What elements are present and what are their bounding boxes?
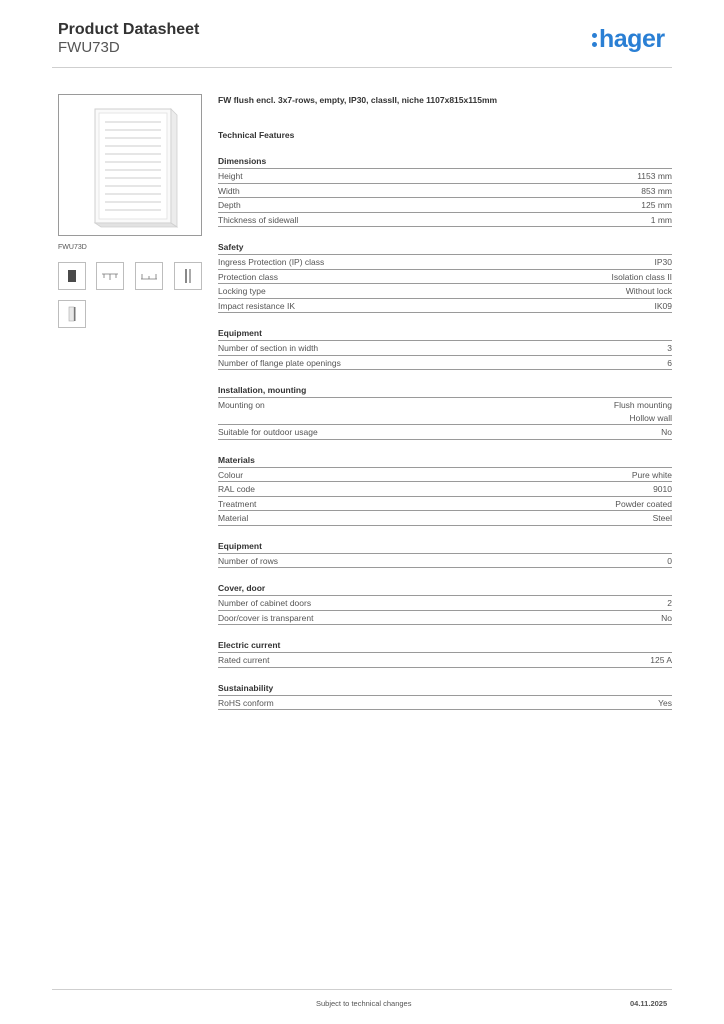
spec-label: Door/cover is transparent — [218, 612, 314, 623]
spec-panel — [218, 94, 672, 710]
spec-row — [218, 341, 672, 356]
spec-value — [626, 285, 672, 298]
spec-value-line: Steel — [652, 513, 672, 523]
section-title: Installation, mounting — [218, 385, 672, 398]
spec-value — [658, 697, 672, 710]
spec-label: Colour — [218, 469, 244, 480]
spec-label: RAL code — [218, 484, 256, 494]
spec-value-line: IK09 — [654, 300, 672, 311]
spec-value — [667, 342, 672, 355]
spec-row — [218, 554, 672, 569]
spec-label: Locking type — [218, 286, 266, 296]
spec-value-line: 0 — [667, 555, 672, 566]
footer-divider — [52, 989, 672, 990]
spec-row — [218, 284, 672, 299]
spec-row — [218, 468, 672, 483]
section-title: Equipment — [218, 328, 672, 341]
spec-value-line: Yes — [658, 697, 672, 708]
spec-value-line: 853 mm — [641, 185, 672, 196]
front-view-icon — [65, 268, 79, 284]
spec-value-line: No — [661, 427, 672, 437]
spec-value-line: Flush mounting — [613, 400, 672, 410]
spec-value — [653, 512, 672, 525]
spec-label: Suitable for outdoor usage — [218, 427, 318, 437]
section-title: Cover, door — [218, 583, 672, 596]
logo-dots-icon — [592, 33, 597, 47]
section-title: Safety — [218, 242, 672, 255]
spec-row — [218, 184, 672, 199]
spec-label: Depth — [218, 200, 241, 210]
spec-row — [218, 398, 672, 425]
section-title: Dimensions — [218, 156, 672, 169]
spec-row — [218, 425, 672, 440]
spec-value-line: 125 A — [650, 655, 672, 665]
spec-value — [641, 185, 672, 198]
spec-row — [218, 653, 672, 668]
spec-value-line: 1 mm — [650, 214, 672, 225]
spec-value — [661, 426, 672, 439]
spec-value — [655, 300, 673, 313]
section-title: Materials — [218, 455, 672, 468]
spec-value-line: 2 — [667, 598, 672, 608]
spec-value-line: 3 — [667, 343, 672, 353]
spec-label: Ingress Protection (IP) class — [218, 257, 325, 267]
spec-row — [218, 270, 672, 285]
product-code: FWU73D — [58, 39, 120, 56]
spec-row — [218, 356, 672, 371]
side-view-icon — [139, 270, 159, 282]
technical-features-heading: Technical Features — [218, 130, 295, 140]
enclosure-image-icon — [59, 95, 201, 235]
brand-logo — [592, 25, 665, 54]
side-profile-icon — [182, 267, 194, 285]
thumbnail-2[interactable] — [96, 262, 124, 290]
spec-value-line: 6 — [667, 357, 672, 368]
spec-value — [667, 555, 672, 568]
spec-label: Width — [218, 185, 240, 196]
product-image — [58, 94, 202, 236]
spec-row — [218, 497, 672, 512]
spec-value-line: Hollow wall — [629, 412, 672, 423]
spec-row — [218, 255, 672, 270]
spec-row — [218, 511, 672, 526]
spec-value-line: 9010 — [653, 484, 672, 494]
spec-value — [667, 357, 672, 370]
spec-value — [650, 654, 672, 667]
thumbnail-5[interactable] — [58, 300, 86, 328]
section-title: Equipment — [218, 541, 672, 554]
spec-value-line: 1153 mm — [637, 171, 672, 181]
section-title: Sustainability — [218, 683, 672, 696]
spec-value — [632, 469, 672, 482]
spec-value — [614, 399, 672, 424]
spec-row — [218, 611, 672, 626]
spec-value — [661, 612, 672, 625]
top-view-icon — [100, 270, 120, 282]
spec-value — [612, 271, 672, 284]
spec-label: RoHS conform — [218, 697, 274, 708]
spec-label: Thickness of sidewall — [218, 214, 299, 225]
spec-value — [615, 498, 672, 511]
spec-value — [641, 199, 672, 212]
spec-label: Mounting on — [218, 400, 265, 410]
spec-label: Number of section in width — [218, 343, 319, 353]
spec-label: Number of flange plate openings — [218, 357, 341, 368]
spec-label: Rated current — [218, 655, 270, 665]
spec-value-line: Without lock — [625, 286, 672, 296]
spec-value-line: Powder coated — [615, 498, 672, 509]
spec-label: Height — [218, 171, 243, 181]
image-caption: FWU73D — [58, 244, 87, 251]
spec-label: Treatment — [218, 498, 257, 509]
section-title: Electric current — [218, 640, 672, 653]
product-description: FW flush encl. 3x7-rows, empty, IP30, classII, niche 1107x815x115mm — [218, 95, 498, 105]
spec-value-line: 125 mm — [641, 200, 672, 210]
spec-row — [218, 213, 672, 228]
spec-value — [651, 214, 672, 227]
thumbnail-4[interactable] — [174, 262, 202, 290]
brand-name: hager — [599, 25, 665, 53]
header-divider — [52, 67, 672, 68]
spec-row — [218, 482, 672, 497]
page-title: Product Datasheet — [58, 21, 200, 38]
spec-row — [218, 169, 672, 184]
spec-sections — [218, 156, 672, 710]
spec-value-line: Pure white — [631, 469, 672, 480]
spec-label: Number of rows — [218, 555, 278, 566]
spec-row — [218, 696, 672, 711]
spec-label: Material — [218, 513, 249, 523]
spec-value-line: No — [661, 612, 672, 623]
spec-value — [667, 597, 672, 610]
spec-value — [655, 256, 673, 269]
spec-row — [218, 596, 672, 611]
spec-value-line: IP30 — [654, 257, 672, 267]
spec-row — [218, 299, 672, 314]
spec-value — [653, 483, 672, 496]
spec-label: Impact resistance IK — [218, 300, 296, 311]
footer-note: Subject to technical changes — [316, 999, 412, 1008]
spec-row — [218, 198, 672, 213]
spec-value-line: Isolation class II — [611, 271, 672, 282]
thumbnail-3[interactable] — [135, 262, 163, 290]
spec-label: Protection class — [218, 271, 278, 282]
thumbnail-1[interactable] — [58, 262, 86, 290]
footer-date: 04.11.2025 — [630, 999, 668, 1008]
spec-label: Number of cabinet doors — [218, 598, 312, 608]
spec-value — [637, 170, 672, 183]
door-view-icon — [66, 305, 78, 323]
